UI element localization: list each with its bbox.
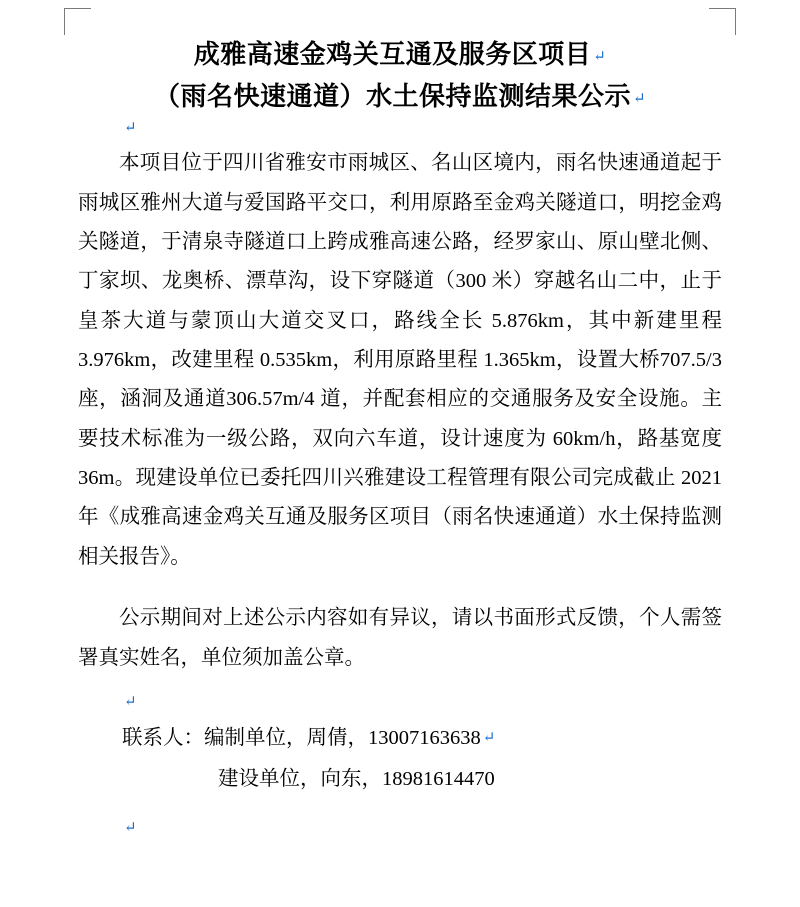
contact-block	[78, 718, 722, 800]
body-paragraph-1: 本项目位于四川省雅安市雨城区、名山区境内，雨名快速通道起于雨城区雅州大道与爱国路平交口，利用原路至金鸡关隧道口，明挖金鸡关隧道，于清泉寺隧道口上跨成雅高速公路，经罗家山、原山壁北侧、丁家坝、龙奥桥、漂草沟，设下穿隧道（300 米）穿越名山二中，止于皇茶大道与蒙顶山大道交叉口，路线全长 5.876km，其中新建里程 3.976km，改建里程 0.535km，利用原路里程 1.365km，设置大桥707.5/3 座，涵洞及通道306.57m/4 道，并配套相应的交通服务及安全设施。主要技术标准为一级公路，双向六车道，设计速度为 60km/h，路基宽度 36m。现建设单位已委托四川兴雅建设工程管理有限公司完成截止 2021 年《成雅高速金鸡关互通及服务区项目（雨名快速通道）水土保持监测相关报告》。	[78, 152, 722, 568]
body-paragraph-2: 公示期间对上述公示内容如有异议，请以书面形式反馈，个人需签署真实姓名，单位须加盖公章。	[78, 607, 722, 669]
empty-paragraph-3	[0, 818, 800, 839]
title-line-2	[0, 76, 800, 118]
contact-line-compiler-text: 联系人：编制单位，周倩，13007163638	[122, 726, 481, 749]
title-line-1	[0, 34, 800, 76]
title-line-2-text: （雨名快速通道）水土保持监测结果公示	[153, 82, 631, 112]
paragraph-mark-icon: ↵	[124, 819, 137, 836]
contact-line-builder-text: 建设单位，向东，18981614470	[218, 767, 495, 790]
paragraph-mark-icon: ↵	[124, 120, 137, 137]
paragraph-mark-icon: ↵	[632, 91, 647, 108]
body-paragraph-1-container	[78, 144, 722, 577]
empty-paragraph-2	[0, 678, 800, 718]
contact-line-compiler	[78, 718, 722, 759]
contact-line-builder	[78, 759, 722, 800]
paragraph-mark-icon: ↵	[482, 729, 496, 746]
paragraph-mark-icon: ↵	[124, 693, 137, 710]
body-paragraph-2-container	[78, 599, 722, 678]
paragraph-gap	[0, 577, 800, 599]
paragraph-mark-icon: ↵	[593, 49, 607, 65]
page-title	[0, 0, 800, 118]
empty-paragraph-1	[0, 118, 800, 144]
title-line-1-text: 成雅高速金鸡关互通及服务区项目	[193, 40, 592, 69]
